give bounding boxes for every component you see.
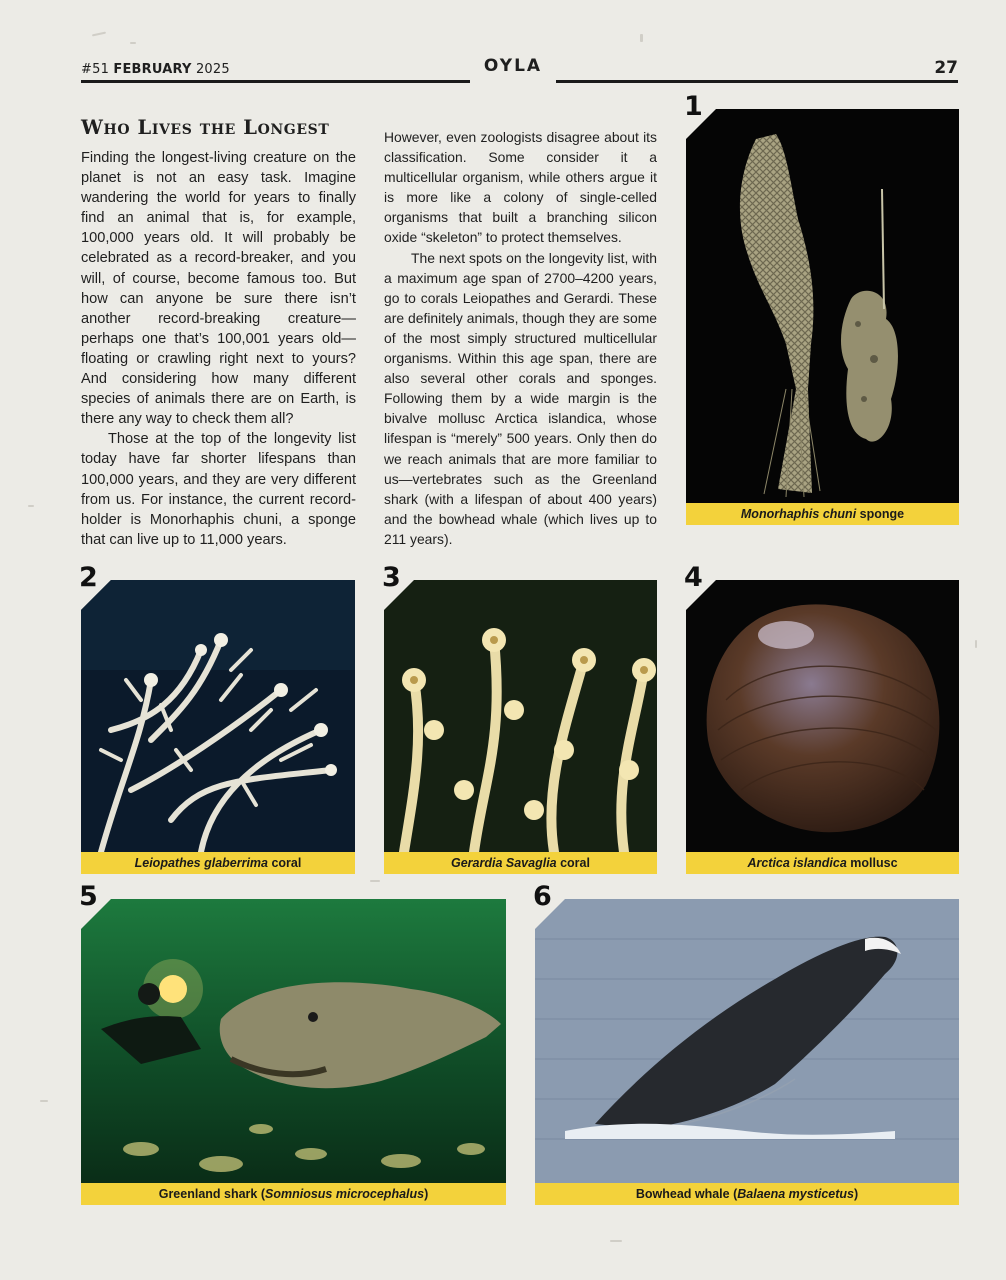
figure-leiopathes-coral <box>79 562 355 878</box>
figure-gerardia-coral <box>382 562 657 878</box>
paragraph: Those at the top of the longevity list today have far shorter lifespans than 100,000 years, and they are very different from us. For instance, the current record-holder is Monorhaphis chuni, a sponge that can live up to 11,000 years. <box>81 431 356 548</box>
sponge-photo <box>686 109 959 503</box>
magazine-logo: OYLA <box>483 56 543 76</box>
figure-number: 1 <box>684 91 703 122</box>
issue-number: #51 <box>81 62 110 77</box>
paragraph: However, even zoologists disagree about its classification. Some consider it a multicellular organism, while others argue it is more like a colony of single-celled organisms that built a branching silicon oxide “skeleton” to protect themselves. <box>384 129 657 246</box>
arctica-photo <box>686 580 959 852</box>
figure-caption: Leiopathes glaberrima coral <box>81 852 355 874</box>
figure-number: 2 <box>79 562 98 593</box>
gerardia-photo <box>384 580 657 852</box>
paragraph: Finding the longest-living creature on the planet is not an easy task. Imagine wandering the world for years to finally find an animal that is, for example, 100,000 years old. It will probably be celebrated as a record-breaker, and you will, of course, become famous too. But how can anyone be sure there isn’t another record-breaking creature—perhaps one that’s 100,001 years old—floating or crawling right next to yours? And considering how many different species of animals there are on Earth, is there any way to check them all? <box>81 150 356 428</box>
figure-caption: Monorhaphis chuni sponge <box>686 503 959 525</box>
issue-info <box>81 62 230 77</box>
whale-photo <box>535 899 959 1183</box>
article-title: Who Lives the Longest <box>81 116 330 139</box>
figure-number: 5 <box>79 881 98 912</box>
figure-caption: Gerardia Savaglia coral <box>384 852 657 874</box>
figure-caption: Greenland shark (Somniosus microcephalus) <box>81 1183 506 1205</box>
paragraph: The next spots on the longevity list, with a maximum age span of 2700–4200 years, go to corals Leiopathes and Gerardi. These are definitely animals, though they are some of the most simply structured multicellular organisms. Within this age span, there are also several other corals and sponges. Following them by a wide margin is the bivalve mollusc Arctica islandica, whose lifespan is “merely” 500 years. Only then do we reach animals that are more familiar to us—vertebrates such as the Greenland shark (with a lifespan of about 400 years) and the bowhead whale (which lives up to 211 years). <box>384 249 657 547</box>
figure-greenland-shark <box>79 881 506 1207</box>
leiopathes-photo <box>81 580 355 852</box>
issue-year: 2025 <box>195 62 230 77</box>
article-column-1 <box>81 148 356 550</box>
figure-number: 4 <box>684 562 703 593</box>
figure-number: 6 <box>533 881 552 912</box>
page-number: 27 <box>934 58 958 78</box>
figure-arctica-mollusc <box>684 562 959 878</box>
figure-sponge <box>684 91 959 525</box>
figure-bowhead-whale <box>533 881 959 1207</box>
figure-caption: Arctica islandica mollusc <box>686 852 959 874</box>
figure-number: 3 <box>382 562 401 593</box>
figure-caption: Bowhead whale (Balaena mysticetus) <box>535 1183 959 1205</box>
issue-month: FEBRUARY <box>113 62 192 77</box>
article-column-2 <box>384 127 657 549</box>
shark-photo <box>81 899 506 1183</box>
